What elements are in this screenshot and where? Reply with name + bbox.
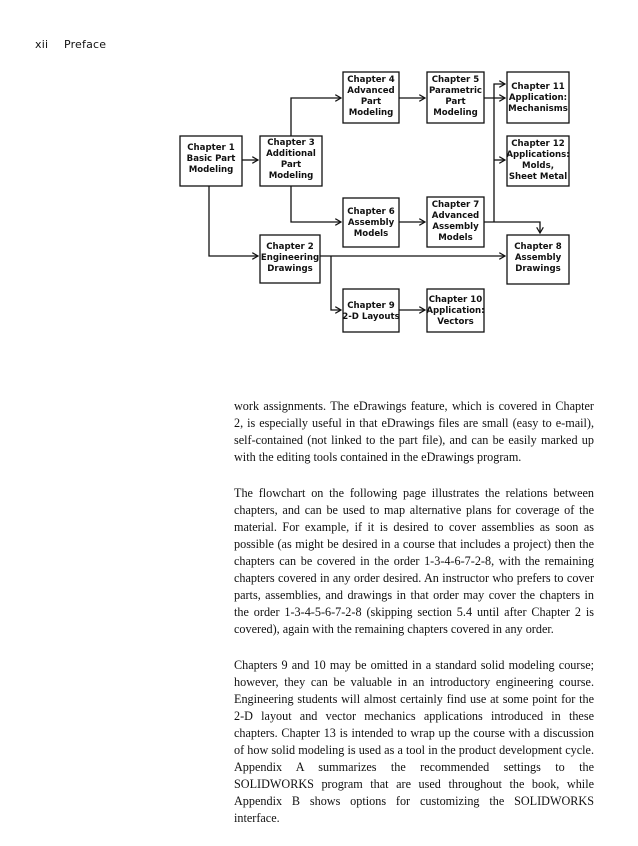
connector-ch2-ch9 [331, 256, 341, 310]
svg-text:Chapter 4AdvancedPartModeling: Chapter 4 Advanced Part Modeling [347, 75, 395, 118]
box-chapter-3 [260, 136, 322, 186]
box-chapter-1 [180, 136, 242, 186]
svg-text:Chapter 3AdditionalPartModelin: Chapter 3 Additional Part Modeling [266, 138, 316, 181]
box-chapter-4 [343, 72, 399, 123]
paragraph-flowchart-usage: The flowchart on the following page illustrates the relations between chapters, and can be used to map alternative plans for coverage of the material. For example, if it is desired to cover assemblies as soon as possible (as might be desired in a course that includes a project) then the chapters can be covered in the order 1-3-4-6-7-2-8, with the remaining chapters covered in any order desired. An instructor who prefers to cover parts, assemblies, and drawings in that order may cover the chapters in the order 1-3-4-5-6-7-2-8 (skipping section 5.4 until after Chapter 2 is covered), again with the remaining chapters covered in any order. [234, 486, 594, 636]
svg-text:Chapter 11Application:Mechanis: Chapter 11 Application: Mechanisms [508, 82, 568, 114]
body-text [234, 398, 594, 846]
svg-text:Chapter 92-D Layouts: Chapter 9 2-D Layouts [342, 301, 400, 322]
connector-ch7-ch11-ch12 [494, 84, 505, 222]
svg-text:Chapter 5ParametricPartModelin: Chapter 5 Parametric Part Modeling [428, 75, 483, 118]
connector-ch1-ch2 [209, 186, 258, 256]
box-chapter-5 [427, 72, 484, 123]
box-chapter-7 [427, 197, 484, 247]
box-chapter-6 [343, 198, 399, 247]
box-chapter-12 [506, 136, 569, 186]
paragraph-edrawings: work assignments. The eDrawings feature, which is covered in Chapter 2, is especially useful in that eDrawings files are small (easy to e-mail), self-contained (not linked to the part file), and can be easily marked up with the editing tools contained in the eDrawings program. [234, 399, 594, 464]
svg-text:Chapter 2EngineeringDrawings: Chapter 2 Engineering Drawings [260, 242, 320, 274]
chapter-flowchart [0, 0, 638, 350]
paragraph-optional-chapters: Chapters 9 and 10 may be omitted in a standard solid modeling course; however, they can be valuable in an introductory engineering course. Engineering students will almost certainly find use at some point for the 2-D layout and vector mechanics applications introduced in these chapters. Chapter 13 is intended to wrap up the course with a discussion of how solid modeling is used as a tool in the product development cycle. Appendix A summarizes the recommended settings to the SOLIDWORKS program that are used throughout the book, while Appendix B shows options for customizing the SOLIDWORKS interface. [234, 658, 594, 825]
svg-text:Chapter 1Basic PartModeling: Chapter 1 Basic Part Modeling [186, 143, 236, 175]
box-chapter-8 [507, 235, 569, 284]
box-chapter-11 [507, 72, 569, 123]
box-chapter-2 [260, 235, 320, 283]
page-number: xii [35, 38, 49, 51]
svg-text:Chapter 8AssemblyDrawings: Chapter 8 Assembly Drawings [514, 242, 562, 274]
svg-text:Chapter 6AssemblyModels: Chapter 6 Assembly Models [347, 207, 395, 239]
connector-ch3-ch4 [291, 98, 341, 136]
connector-ch7-ch8 [484, 222, 540, 233]
running-head-title: Preface [63, 38, 107, 51]
connector-ch3-ch6 [291, 186, 341, 222]
box-chapter-10 [426, 289, 484, 332]
svg-text:Chapter 7AdvancedAssemblyModel: Chapter 7 Advanced Assembly Models [431, 200, 480, 243]
svg-text:Chapter 12Applications:Molds,S: Chapter 12 Applications: Molds, Sheet Metal [506, 139, 570, 182]
box-chapter-9 [342, 289, 400, 332]
svg-text:Chapter 10Application:Vectors: Chapter 10 Application: Vectors [426, 295, 485, 327]
